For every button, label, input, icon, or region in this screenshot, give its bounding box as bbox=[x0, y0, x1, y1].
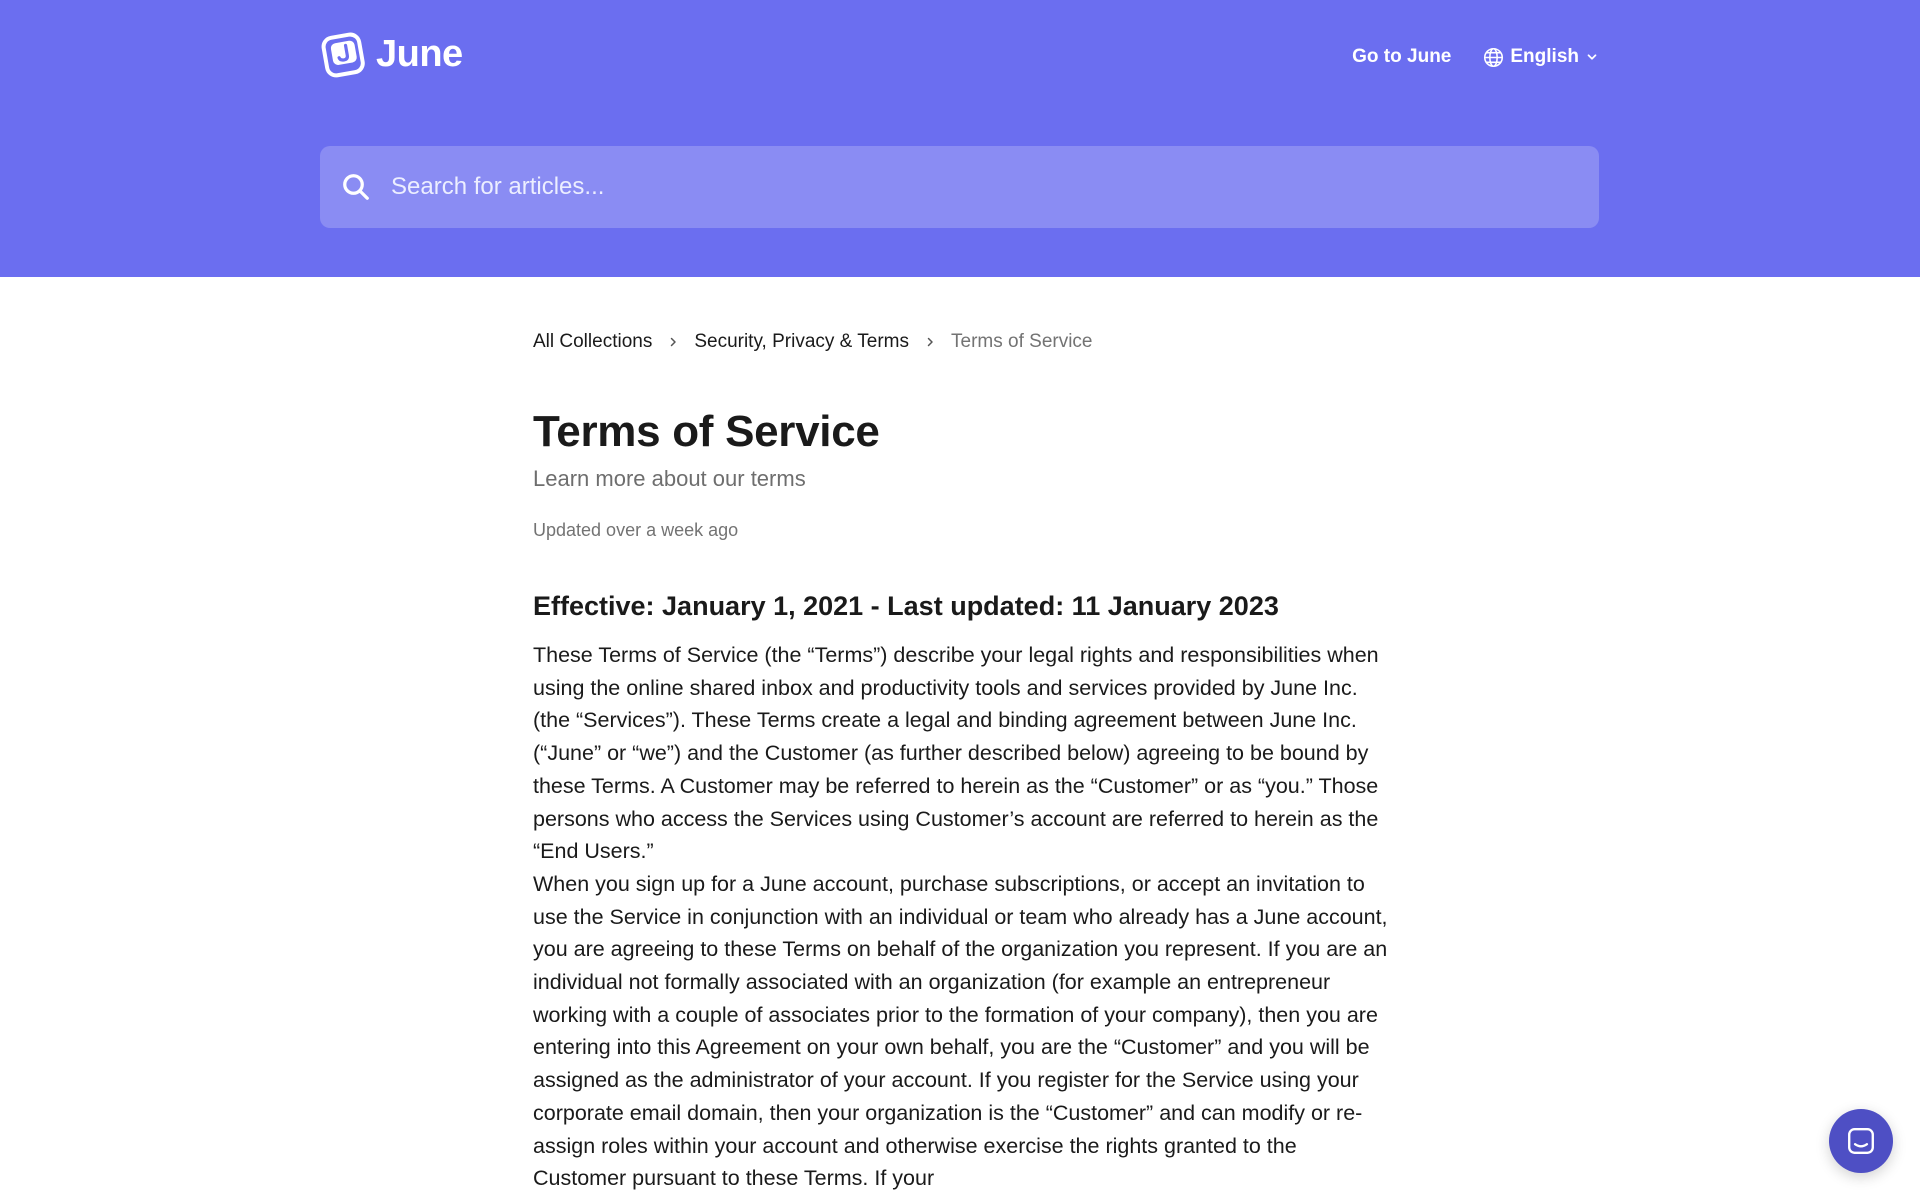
top-nav bbox=[1352, 42, 1599, 72]
search-icon bbox=[341, 172, 371, 202]
article-updated: Updated over a week ago bbox=[533, 520, 739, 540]
brand-name: June bbox=[376, 32, 463, 75]
article-paragraph: When you sign up for a June account, purchase subscriptions, or accept an invitation to use the Service in conjunction with an individual or team who already has a June account, you are agreeing to these Terms on behalf of the organization you represent. If you are an individual not formally associated with an organization (for example an entrepreneur working with a couple of associates prior to the formation of your company), then you are entering into this Agreement on your own behalf, you are the “Customer” and you will be assigned as the administrator of your account. If you register for the Service using your corporate email domain, then your organization is the “Customer” and can modify or re-assign roles within your account and otherwise exercise the rights granted to the Customer pursuant to these Terms. If your bbox=[533, 871, 1388, 1191]
globe-icon bbox=[1483, 47, 1504, 68]
article-paragraph: These Terms of Service (the “Terms”) describe your legal rights and responsibilities when using the online shared inbox and productivity tools and services provided by June Inc. (the “Services”). These Terms create a legal and binding agreement between June Inc. (“June” or “we”) and the Customer (as further described below) agreeing to be bound by these Terms. A Customer may be referred to herein as the “Customer” or as “you.” Those persons who access the Services using Customer’s account are referred to herein as the “End Users.” bbox=[533, 643, 1379, 864]
search-input[interactable] bbox=[391, 146, 1599, 228]
chevron-down-icon bbox=[1585, 50, 1599, 64]
language-selector[interactable] bbox=[1483, 46, 1599, 68]
june-logo-icon bbox=[320, 30, 366, 78]
search-bar bbox=[320, 146, 1599, 228]
chevron-right-icon bbox=[924, 336, 936, 348]
go-to-june-link[interactable]: Go to June bbox=[1352, 46, 1452, 67]
chevron-right-icon bbox=[667, 336, 679, 348]
chat-icon bbox=[1846, 1126, 1876, 1156]
effective-date-heading: Effective: January 1, 2021 - Last updated: 11 January 2023 bbox=[533, 591, 1279, 621]
article-title: Terms of Service bbox=[533, 407, 880, 456]
language-label: English bbox=[1510, 46, 1579, 67]
header-inner bbox=[320, 0, 1599, 277]
chat-launcher-button[interactable] bbox=[1829, 1109, 1893, 1173]
logo-link[interactable] bbox=[320, 30, 463, 78]
site-header bbox=[0, 0, 1920, 277]
breadcrumb-security-privacy-terms[interactable]: Security, Privacy & Terms bbox=[694, 331, 910, 352]
breadcrumb-current-page: Terms of Service bbox=[951, 331, 1093, 352]
breadcrumb bbox=[533, 328, 1388, 356]
article-subtitle: Learn more about our terms bbox=[533, 466, 806, 491]
article-content bbox=[533, 277, 1388, 1195]
breadcrumb-all-collections[interactable]: All Collections bbox=[533, 331, 653, 352]
